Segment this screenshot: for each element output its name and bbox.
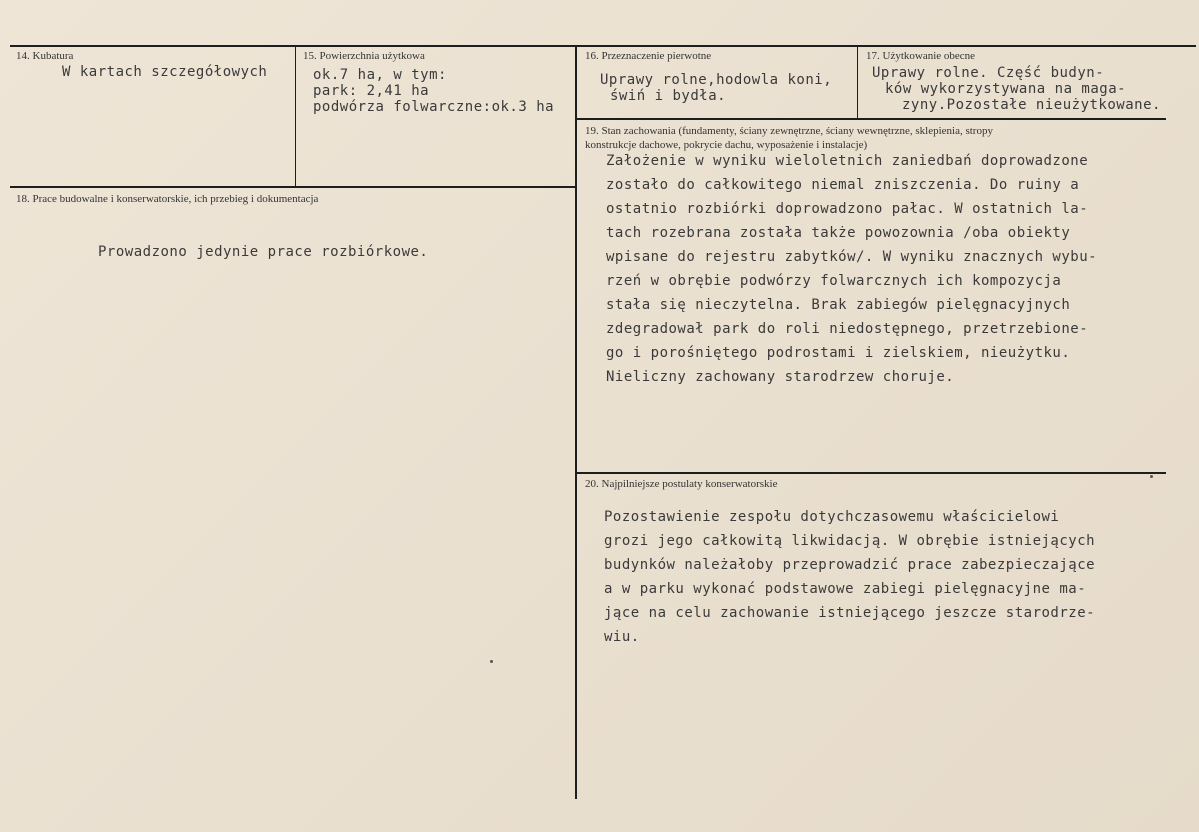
field-15-line: park: 2,41 ha	[313, 83, 430, 99]
field-17-value	[872, 65, 1161, 113]
field-19-line: wpisane do rejestru zabytków/. W wyniku znacznych wybu-	[606, 249, 1098, 265]
divider-16-17	[857, 46, 858, 119]
field-19-line: stała się nieczytelna. Brak zabiegów pielęgnacyjnych	[606, 297, 1071, 313]
field-20-label: 20. Najpilniejsze postulaty konserwatorskie	[585, 478, 778, 490]
field-17-line: Uprawy rolne. Część budyn-	[872, 65, 1105, 81]
field-20-line: a w parku wykonać podstawowe zabiegi pielęgnacyjne ma-	[604, 581, 1087, 597]
field-19-line: tach rozebrana została także powozownia /oba obiekty	[606, 225, 1071, 241]
field-14-value	[62, 64, 267, 88]
field-14-line: W kartach szczegółowych	[62, 64, 268, 80]
field-19-line: go i porośniętego podrostami i zielskiem, nieużytku.	[606, 345, 1071, 361]
field-17-label: 17. Użytkowanie obecne	[866, 50, 976, 62]
field-19-line: Założenie w wyniku wieloletnich zaniedbań doprowadzone	[606, 153, 1089, 169]
paper-speck	[1150, 475, 1153, 478]
field-20-line: grozi jego całkowitą likwidacją. W obrębie istniejących	[604, 533, 1096, 549]
divider-main	[575, 46, 577, 799]
field-19-label-line1: 19. Stan zachowania (fundamenty, ściany zewnętrzne, ściany wewnętrzne, sklepienia, stropy	[585, 125, 993, 137]
field-14-label: 14. Kubatura	[16, 50, 74, 62]
field-18-label: 18. Prace budowalne i konserwatorskie, ich przebieg i dokumentacja	[16, 193, 319, 205]
field-18-line: Prowadzono jedynie prace rozbiórkowe.	[98, 244, 429, 260]
field-16-line: Uprawy rolne,hodowla koni,	[600, 72, 833, 88]
field-17-line: zyny.Pozostałe nieużytkowane.	[902, 97, 1161, 113]
field-15-line: ok.7 ha, w tym:	[313, 67, 447, 83]
field-15-label: 15. Powierzchnia użytkowa	[303, 50, 425, 62]
field-19-line: zdegradował park do roli niedostępnego, przetrzebione-	[606, 321, 1089, 337]
field-19-line: ostatnio rozbiórki doprowadzono pałac. W ostatnich la-	[606, 201, 1089, 217]
rule-below-14-15	[10, 186, 576, 188]
field-17-line: ków wykorzystywana na maga-	[885, 81, 1127, 97]
field-20-line: wiu.	[604, 629, 640, 645]
field-19-line: Nieliczny zachowany starodrzew choruje.	[606, 369, 955, 385]
divider-14-15	[295, 46, 296, 187]
rule-above-20	[576, 472, 1166, 474]
field-19-line: rzeń w obrębie podwórzy folwarcznych ich kompozycja	[606, 273, 1062, 289]
field-15-line: podwórza folwarczne:ok.3 ha	[313, 99, 555, 115]
field-19-label-line2: konstrukcje dachowe, pokrycie dachu, wyposażenie i instalacje)	[585, 139, 868, 151]
field-19-value	[606, 153, 1097, 393]
field-20-value	[604, 509, 1095, 653]
rule-below-16-17	[576, 118, 1166, 120]
field-20-line: jące na celu zachowanie istniejącego jeszcze starodrze-	[604, 605, 1096, 621]
field-16-line: świń i bydła.	[610, 88, 727, 104]
field-20-line: Pozostawienie zespołu dotychczasowemu właścicielowi	[604, 509, 1060, 525]
field-16-value	[600, 72, 832, 104]
field-20-line: budynków należałoby przeprowadzić prace zabezpieczające	[604, 557, 1096, 573]
field-18-value	[98, 244, 428, 268]
paper-speck	[490, 660, 493, 663]
field-16-label: 16. Przeznaczenie pierwotne	[585, 50, 712, 62]
top-rule	[10, 45, 1196, 47]
field-15-value	[313, 67, 575, 115]
field-19-line: zostało do całkowitego niemal zniszczenia. Do ruiny a	[606, 177, 1080, 193]
